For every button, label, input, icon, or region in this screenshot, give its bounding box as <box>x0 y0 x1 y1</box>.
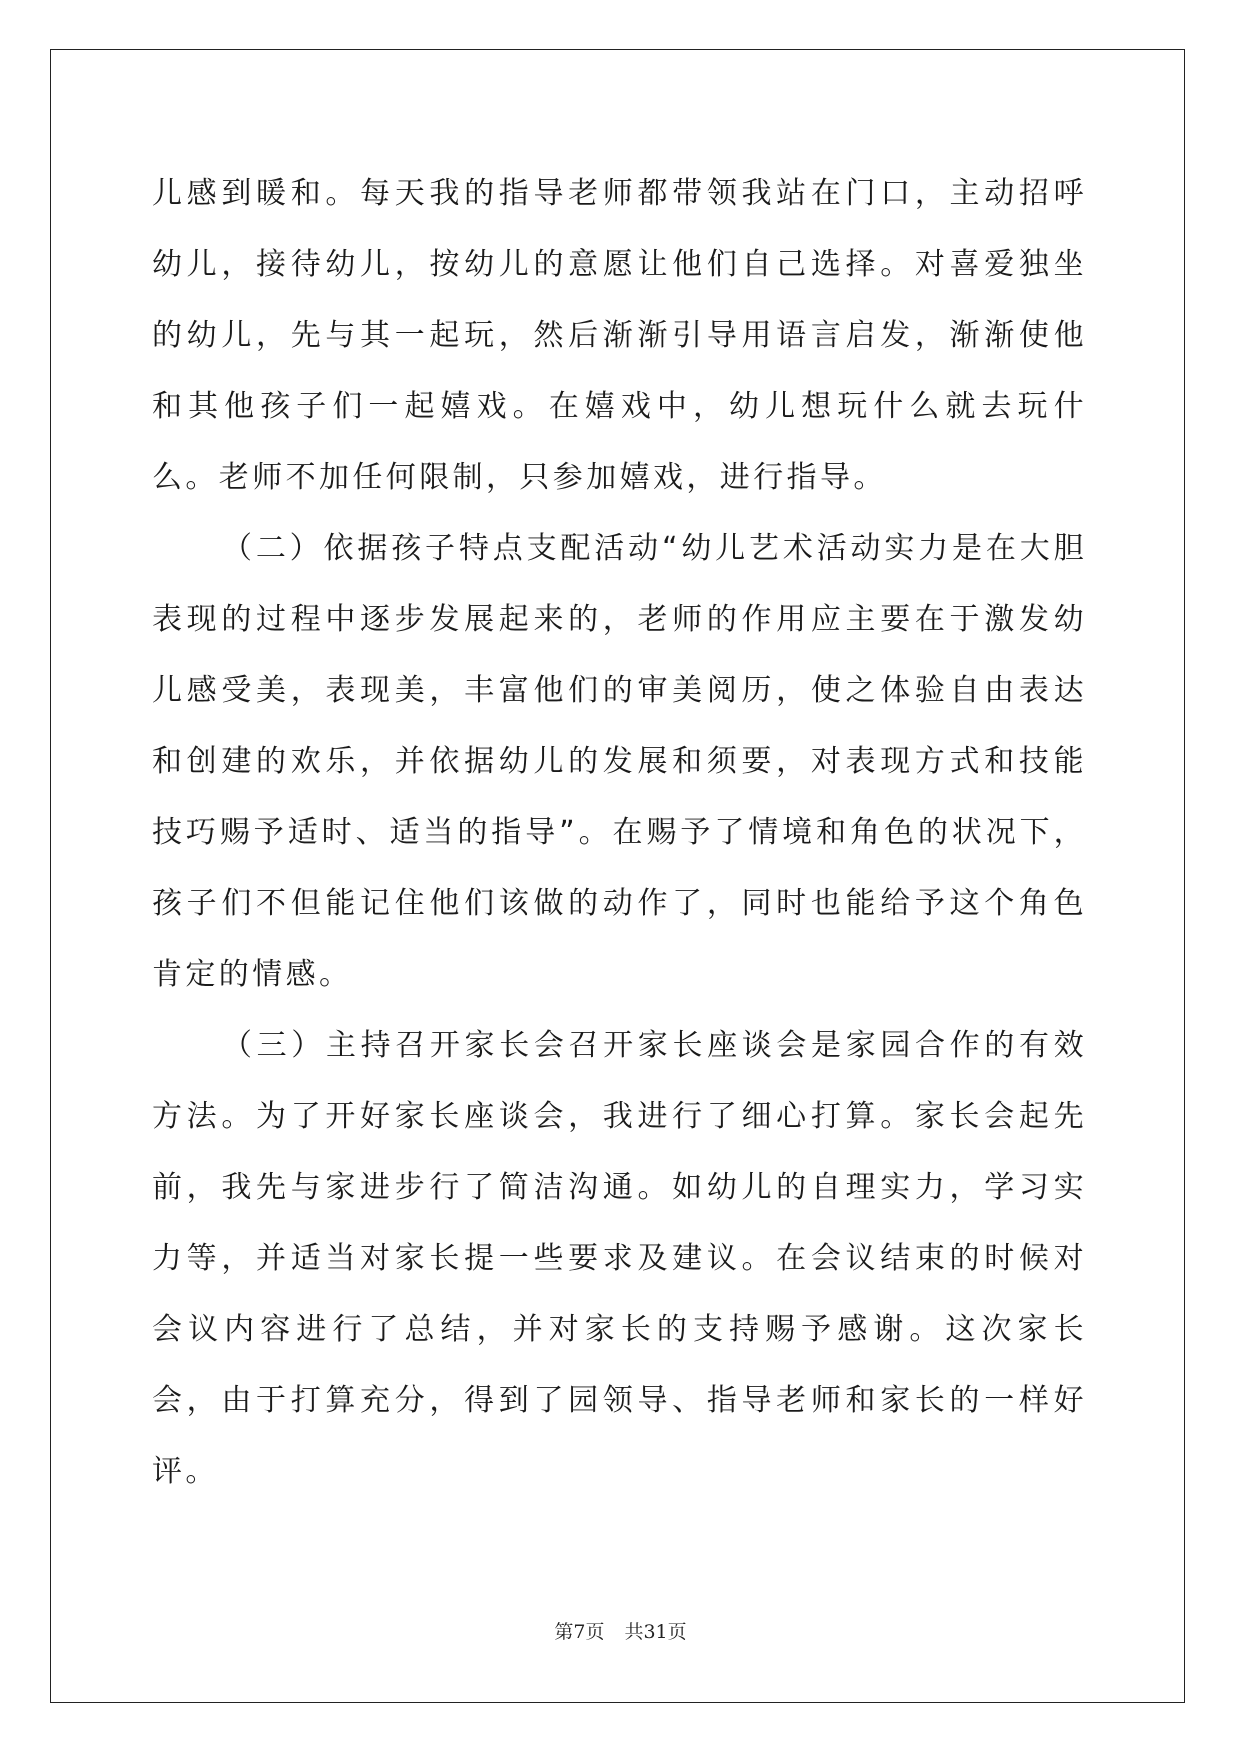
paragraph-section-three: （三）主持召开家长会召开家长座谈会是家园合作的有效方法。为了开好家长座谈会，我进行了细心打算。家长会起先前，我先与家进步行了简洁沟通。如幼儿的自理实力，学习实力等，并适当对家长提一些要求及建议。在会议结束的时候对会议内容进行了总结，并对家长的支持赐予感谢。这次家长会，由于打算充分，得到了园领导、指导老师和家长的一样好评。 <box>152 1028 1087 1489</box>
document-body <box>152 158 1087 1507</box>
paragraph-continuation: 儿感到暖和。每天我的指导老师都带领我站在门口，主动招呼幼儿，接待幼儿，按幼儿的意愿让他们自己选择。对喜爱独坐的幼儿，先与其一起玩，然后渐渐引导用语言启发，渐渐使他和其他孩子们一起嬉戏。在嬉戏中，幼儿想玩什么就去玩什么。老师不加任何限制，只参加嬉戏，进行指导。 <box>152 176 1087 495</box>
page-footer <box>0 1617 1241 1644</box>
page-total: 共31页 <box>624 1621 687 1643</box>
paragraph-section-two: （二）依据孩子特点支配活动“幼儿艺术活动实力是在大胆表现的过程中逐步发展起来的，老师的作用应主要在于激发幼儿感受美，表现美，丰富他们的审美阅历，使之体验自由表达和创建的欢乐，并依据幼儿的发展和须要，对表现方式和技能技巧赐予适时、适当的指导”。在赐予了情境和角色的状况下，孩子们不但能记住他们该做的动作了，同时也能给予这个角色肯定的情感。 <box>152 531 1087 992</box>
page-number: 第7页 <box>554 1621 605 1643</box>
